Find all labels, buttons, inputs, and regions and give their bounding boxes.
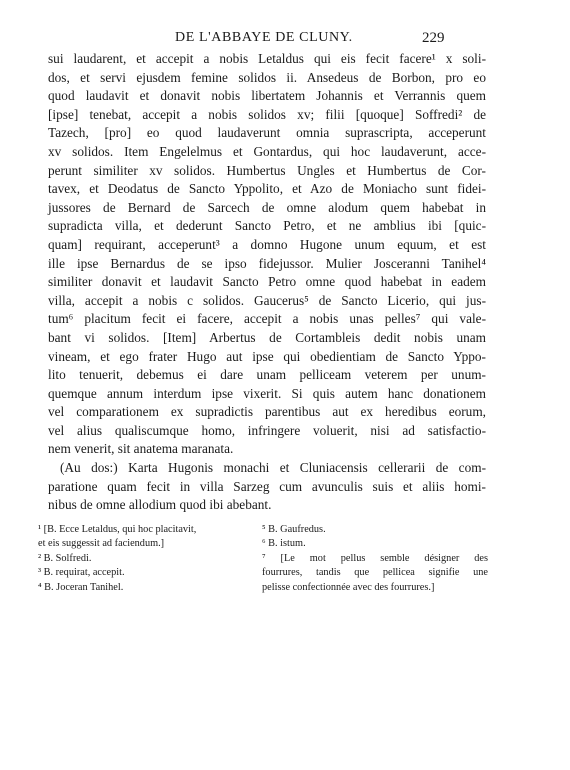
text-line: xv solidos. Item Engelelmus et Gontardus, qui hoc laudaverunt, acce- — [48, 143, 486, 159]
text-line: vineam, et ego frater Hugo aut ipse qui obedientiam de Sancto Yppo- — [48, 348, 486, 364]
footnote-line: ⁶ B. istum. — [262, 538, 306, 550]
text-line: quam] requirant, acceperunt³ a domno Hugone unum equum, et est — [48, 236, 486, 252]
endorsement-line: nibus de omne allodium quod ibi abebant. — [48, 497, 272, 513]
text-line: Tazech, [pro] eo quod laudaverunt omnia suprascripta, acceperunt — [48, 125, 486, 141]
text-line: jussores de Bernard de Sarcech de omne alodum quem habebat in — [48, 199, 486, 215]
text-line: ille ipse Bernardus de se ipso fidejussor. Mulier Josceranni Tanihel⁴ — [48, 255, 486, 271]
text-line: vel comparationem ex supradictis parentibus aut ex heredibus eorum, — [48, 404, 486, 420]
text-line: sui laudarent, et accepit a nobis Letaldus qui eis fecit facere¹ x soli- — [48, 51, 486, 66]
footnote-line: ³ B. requirat, accepit. — [38, 567, 125, 579]
text-line: supradicta villa, et dederunt Sancto Petro, et ne amblius ibi [quic- — [48, 218, 486, 234]
page-header — [0, 27, 570, 47]
footnote-line: ⁷ [Le mot pellus semble désigner des — [262, 552, 488, 564]
text-line: nem venerit, sit anatema maranata. — [48, 441, 234, 457]
text-line: dos, et servi ejusdem femine solidos ii. Ansedeus de Borbon, pro eo — [48, 69, 486, 85]
footnote-line: et eis suggessit ad faciendum.] — [38, 538, 165, 550]
text-line: quemque annum interdum ipse vixerit. Si quis autem hanc donationem — [48, 385, 486, 401]
endorsement-line: (Au dos:) Karta Hugonis monachi et Cluniacensis cellerarii de com- — [60, 460, 486, 476]
text-line: [ipse] tenebat, accepit a nobis solidos xv; filii [quoque] Soffredi² de — [48, 106, 486, 122]
endorsement-line: paratione quam fecit in villa Sarzeg cum avunculis suis et aliis homi- — [48, 478, 486, 494]
footnote-line: ¹ [B. Ecce Letaldus, qui hoc placitavit, — [38, 524, 197, 535]
page-number: 229 — [422, 30, 445, 46]
footnotes-right-column — [262, 523, 488, 595]
text-line: bant vi solidos. [Item] Arbertus de Cortambleis dedit nobis unam — [48, 329, 486, 345]
text-line: lito tenuerit, debemus ei dare unam pelliceam veterem per unum- — [48, 367, 486, 383]
text-line: villa, accepit a nobis c solidos. Gaucerus⁵ de Sancto Licerio, qui jus- — [48, 292, 486, 308]
text-line: tavex, et Deodatus de Sancto Yppolito, et Azo de Moniacho sunt fidei- — [48, 181, 486, 197]
text-line: similiter donavit et laudavit Sancto Petro omne quod habebat in eadem — [48, 274, 486, 290]
footnote-line: ⁵ B. Gaufredus. — [262, 524, 326, 535]
footnote-line: ⁴ B. Joceran Tanihel. — [38, 581, 124, 593]
running-title: DE L'ABBAYE DE CLUNY. — [175, 30, 353, 45]
text-line: vel alius qualiscumque homo, infringere voluerit, nisi ad satisfactio- — [48, 422, 486, 438]
footnote-line: ² B. Solfredi. — [38, 552, 92, 564]
text-line: perunt similiter xv solidos. Humbertus Ungles et Humbertus de Cor- — [48, 162, 486, 178]
footnote-line: fourrures, tandis que pellicea signifie une — [262, 567, 488, 579]
text-line: tum⁶ placitum fecit ei facere, accepit a nobis unas pelles⁷ qui vale- — [48, 311, 486, 327]
charter-text — [48, 50, 486, 515]
text-line: quod laudavit et donavit nobis libertatem Johannis et Verrannis quem — [48, 88, 486, 104]
footnotes-left-column — [38, 523, 248, 595]
footnote-line: pelisse confectionnée avec des fourrures.] — [262, 581, 435, 593]
